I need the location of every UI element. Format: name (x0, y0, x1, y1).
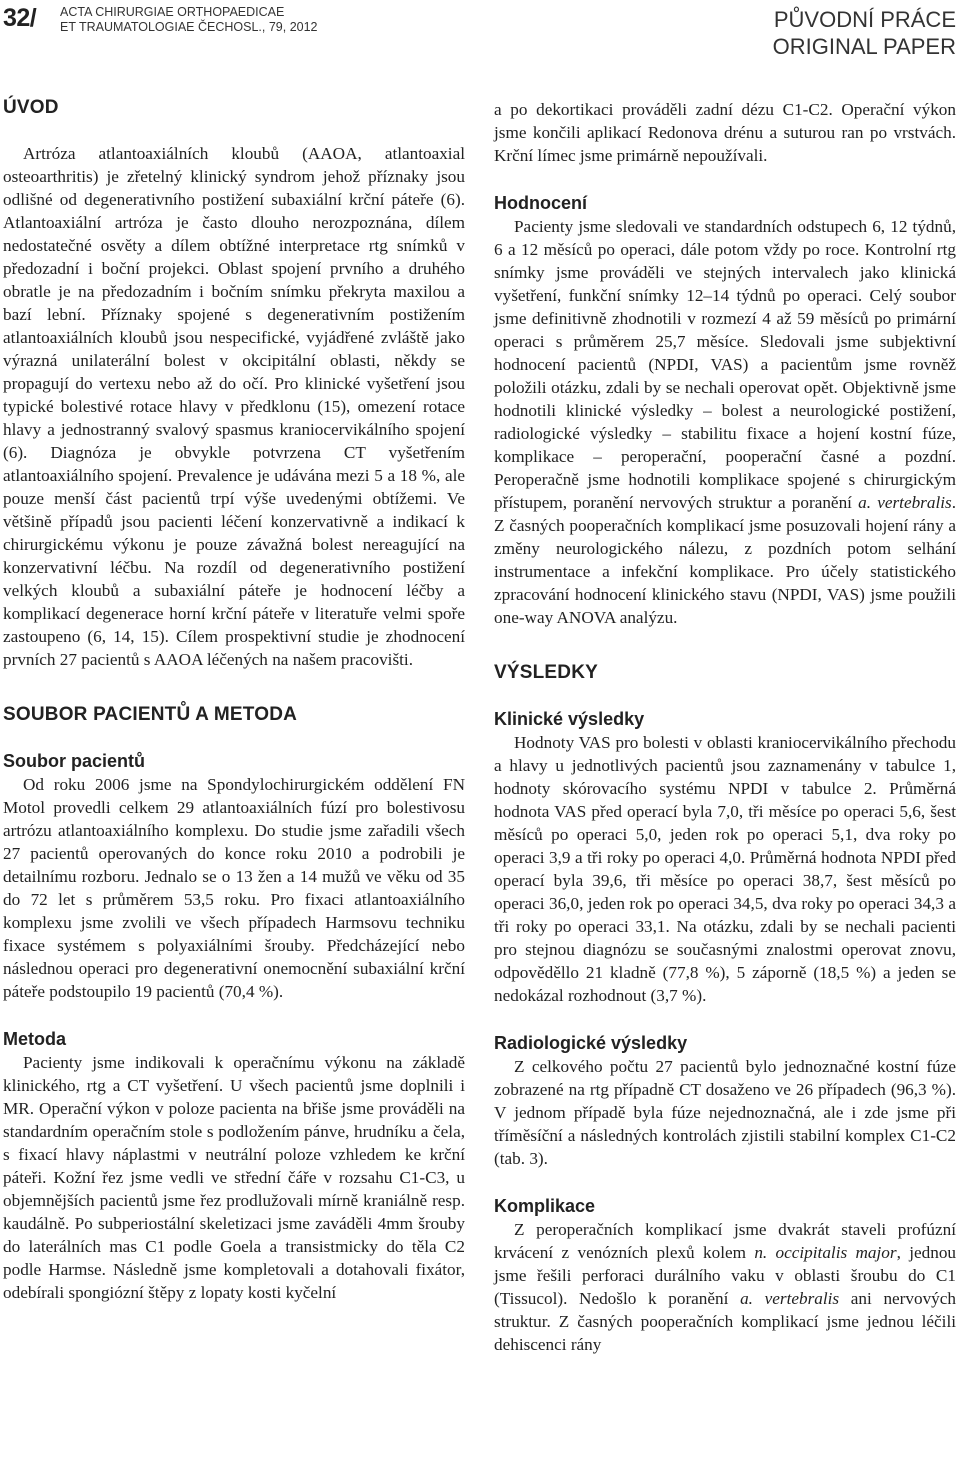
section-title-uvod: ÚVOD (3, 97, 59, 118)
subsection-title-radiologicke: Radiologické výsledky (494, 1033, 688, 1053)
paragraph-uvod: Artróza atlantoaxiálních kloubů (AAOA, atlantoaxial osteoarthritis) je zřetelný klinický syndrom jehož příznaky jsou odlišné od degenerativního postižení subaxiální krční páteře (6). Atlantoaxiální artróza je často dlouho nerozpoznána, dílem nedostatečné osvěty a dílem obtížné interpretace rtg snímků v předozadní i boční projekci. Oblast spojení prvního a druhého obratle je na předozadním i bočním snímku překryta maxilou a bazí lební. Příznaky spojené s degenerativním postižením atlantoaxiálních kloubů jsou nespecifické, vyjádřené zvláště jako výrazná unilaterální bolest v okcipitální oblasti, někdy se propagují do vertexu nebo až do očí. Pro klinické vyšetření jsou typické bolestivé rotace hlavy v předklonu (15), omezení rotace hlavy a jednostranný svalový spasmus kraniocervikálního spojení (6). Diagnóza je obvykle potvrzena CT vyšetřením atlantoaxiálního spojení. Prevalence je udávána mezi 5 a 18 %, ale pouze menší část pacientů trpí výše uvedenými obtížemi. Ve většině případů jsou pacienti léčení konzervativně a indikací k chirurgickému výkonu je pouze závažná bolest nereagující na konzervativní léčbu. Na rozdíl od degenerativního postižení velkých kloubů a subaxiální páteře je hodnocení léčby a komplikací degenerace horní krční páteře v literatuře velmi spoře zastoupeno (6, 14, 15). Cílem prospektivní studie je zhodnocení prvních 27 pacientů s AAOA léčených na našem pracovišti. (3, 144, 465, 669)
journal-name-line1: ACTA CHIRURGIAE ORTHOPAEDICAE (60, 5, 285, 19)
text-run: , jednou jsme řešili perforaci durálního vaku v oblasti šroubu do C1 (Tissucol). Nedošlo k poranění (494, 1243, 957, 1308)
paragraph-soubor: Od roku 2006 jsme na Spondylochirurgickém oddělení FN Motol provedli celkem 29 atlantoaxiálních fúzí pro bolestivosu artrózu atlantoaxiálního komplexu. Do studie jsme zařadili všech 27 pacientů operovaných do konce roku 2010 a podrobili je detailnímu rozboru. Jednalo se o 13 žen a 14 mužů ve věku od 35 do 72 let s průměrem 53,5 roku. Pro fixaci atlantoaxiálního komplexu jsme zvolili ve všech případech Harmsovu techniku fixace systémem s polyaxiálními šrouby. Předcházející nebo následnou operaci pro degenerativní onemocnění subaxiální krční páteře podstoupilo 19 pacientů (70,4 %). (3, 775, 465, 1001)
subsection-title-komplikace: Komplikace (494, 1196, 596, 1216)
section-title-soubor-metoda: SOUBOR PACIENTŮ A METODA (3, 704, 298, 725)
journal-name (60, 5, 318, 35)
text-run: Z peroperačních komplikací jsme dvakrát staveli profúzní krvácení z venózních plexů kolem (494, 1220, 956, 1262)
page-number: 32/ (3, 4, 37, 32)
section-title-vysledky: VÝSLEDKY (494, 662, 599, 683)
page-header (0, 0, 960, 60)
right-column (494, 98, 956, 1356)
paragraph-metoda: Pacienty jsme indikovali k operačnímu výkonu na základě klinického, rtg a CT vyšetření. U všech pacientů jsme doplnili i MR. Operační výkon v poloze pacienta na břiše jsme prováděli na standardním operačním stole s podložením pánve, hrudníku a čela, s fixací hlavy náplastmi v neutrální poloze vzhledem ke krční páteři. Kožní řez jsme vedli ve střední čáře v rozsahu C1-C3, u objemnějších pacientů jsme řez prodlužovali mírně kraniálně resp. kaudálně. Po subperiostální skeletizaci jsme zaváděli 4mm šrouby do laterálních mas C1 podle Goela a transistmicky do těla C2 podle Harmse. Následně jsme kompletovali a dotahovali fixátor, odebírali spongiózní štěpy z lopaty kosti kyčelní (3, 1053, 465, 1302)
italic-term: a. vertebralis (740, 1289, 840, 1308)
article-type-czech: PŮVODNÍ PRÁCE (773, 7, 956, 32)
paragraph-radiologicke: Z celkového počtu 27 pacientů bylo jednoznačné kostní fúze zobrazené na rtg případně CT dosaženo ve 26 případech (96,3 %). V jednom případě byla fúze nejednoznačná, ale i zde jsme při tříměsíční a následných kontrolách zjistili stabilní komplex C1-C2 (tab. 3). (494, 1057, 956, 1168)
text-run: ani nervových struktur. Z časných pooperačních komplikací jsme jednou léčili dehiscenci rány (494, 1289, 956, 1354)
paragraph-klinicke: Hodnoty VAS pro bolesti v oblasti kraniocervikálního přechodu a hlavy u jednotlivých pacientů jsou zaznamenány v tabulce 1, hodnoty skórovacího systému NPDI v tabulce 2. Průměrná hodnota VAS před operací byla 7,0, tři měsíce po operaci 5,6, šest měsíců po operaci 5,0, jeden rok po operaci 5,1, dva roky po operaci 3,9 a tři roky po operaci 4,0. Průměrná hodnota NPDI před operací byla 39,6, tři měsíce po operaci 38,7, šest měsíců po operaci 36,0, jeden rok po operaci 34,5, dva roky po operaci 34,3 a tři roky po operaci 33,1. Na otázku, zdali by se nechali pacienti pro stejnou diagnózu se současnými znalostmi operovat znovu, odpověděllo 21 kladně (77,8 %), 5 záporně (18,5 %) a jeden se nedokázal rozhodnout (3,7 %). (494, 733, 956, 1005)
paragraph-hodnoceni (494, 215, 956, 629)
subsection-title-metoda: Metoda (3, 1029, 66, 1049)
text-run: . Z časných pooperačních komplikací jsme posuzovali hojení rány a změny neurologického nálezu, z pozdních potom selhání instrumentace a infekční komplikace. Pro účely statistického zpracování hodnocení klinického stavu (NPDI, VAS) jsme použili one-way ANOVA analýzu. (494, 493, 956, 627)
paragraph-metoda-continued: a po dekortikaci prováděli zadní dézu C1-C2. Operační výkon jsme končili aplikací Redonova drénu a suturou ran po vrstvách. Krční límec jsme primárně nepoužívali. (494, 100, 956, 165)
paragraph-komplikace (494, 1218, 956, 1356)
italic-term: n. occipitalis major (754, 1243, 897, 1262)
italic-term: a. vertebralis (858, 493, 952, 512)
text-run: Pacienty jsme sledovali ve standardních odstupech 6, 12 týdnů, 6 a 12 měsíců po operaci, dále potom vždy po roce. Kontrolní rtg snímky jsme prováděli ve stejných intervalech jako klinická vyšetření, funkční snímky 12–14 týdnů po operaci. Celý soubor jsme definitivně zhodnotili v rozmezí 4 až 59 měsíců po primární operaci s průměrem 25,7 měsíce. Sledovali jsme subjektivní hodnocení pacientů (NPDI, VAS) a pacientům jsme rovněž položili otázku, zdali by se nechali operovat opět. Objektivně jsme hodnotili klinické výsledky – bolest a neurologické postižení, radiologické výsledky – stabilitu fixace a hojení kostní fúze, komplikace – peroperační, pooperační časné a pozdní. Peroperačně jsme hodnotili komplikace spojené s chirurgickým přístupem, poranění nervových struktur a poranění (494, 217, 956, 512)
article-type-label (773, 6, 956, 60)
subsection-title-hodnoceni: Hodnocení (494, 193, 587, 213)
subsection-title-klinicke: Klinické výsledky (494, 709, 645, 729)
article-type-english: ORIGINAL PAPER (772, 34, 956, 59)
journal-name-line2: ET TRAUMATOLOGIAE ČECHOSL., 79, 2012 (60, 20, 318, 34)
subsection-title-soubor: Soubor pacientů (3, 751, 146, 771)
left-column (3, 96, 465, 1304)
